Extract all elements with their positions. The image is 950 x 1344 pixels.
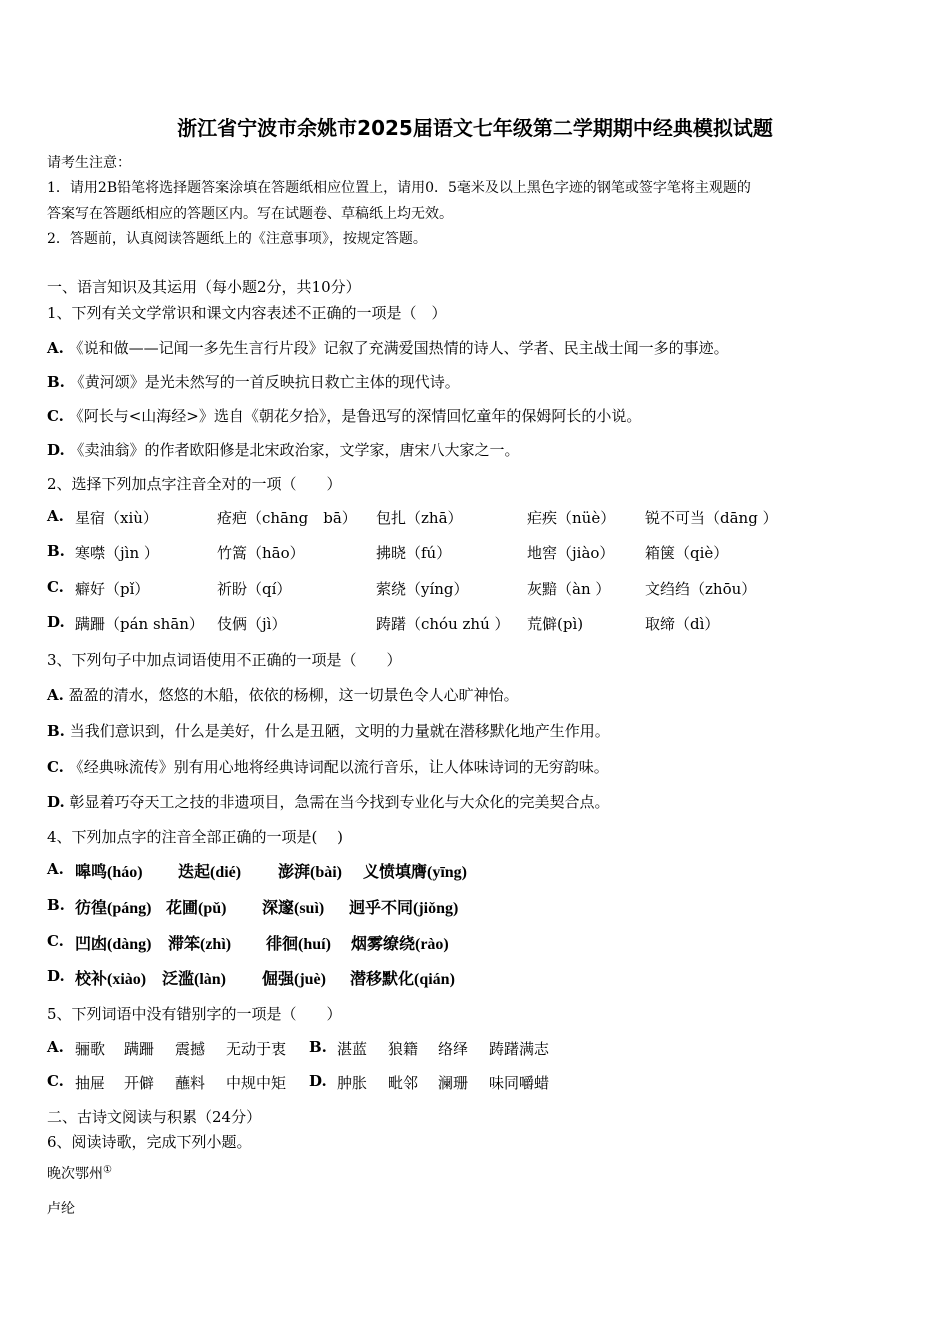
q4-c-item: 徘徊(huí) <box>266 936 331 953</box>
q2-a-item: 疟疾（nüè） <box>527 509 616 527</box>
section-2-heading: 二、古诗文阅读与积累（24分） <box>47 1108 262 1126</box>
q4-c-item: 滞笨(zhì) <box>168 936 232 953</box>
q5-option-c-label: C. <box>47 1072 64 1090</box>
q3-option-d <box>47 791 610 812</box>
q2-a-item: 疮疤（chāng bā） <box>217 509 357 527</box>
q5-word: 络绎 <box>438 1040 469 1058</box>
option-text: 《黄河颂》是光未然写的一首反映抗日救亡主体的现代诗。 <box>69 373 460 391</box>
notice-item-1-line-2: 答案写在答题纸相应的答题区内。写在试题卷、草稿纸上均无效。 <box>47 206 453 222</box>
q5-option-a-label: A. <box>47 1038 64 1056</box>
q5-word: 抽屉 <box>75 1074 106 1092</box>
q3-option-c <box>47 756 609 777</box>
q2-b-item: 地窖（jiào） <box>527 544 615 562</box>
q5-option-b-label: B. <box>309 1038 327 1056</box>
q4-b-item: 花圃(pǔ) <box>166 900 227 917</box>
option-text: 《说和做——记闻一多先生言行片段》记叙了充满爱国热情的诗人、学者、民主战士闻一多的事迹。 <box>68 339 729 357</box>
q4-d-item: 泛滥(làn) <box>162 971 227 988</box>
q5-word: 味同嚼蜡 <box>489 1074 550 1092</box>
q5-word: 湛蓝 <box>337 1040 368 1058</box>
q2-option-c-label: C. <box>47 578 64 596</box>
q1-option-a <box>47 337 729 358</box>
option-label: A. <box>47 686 64 704</box>
q2-d-item: 伎俩（jì） <box>217 615 287 633</box>
option-label: B. <box>47 722 65 740</box>
q4-option-d-label: D. <box>47 967 65 985</box>
q5-word: 澜珊 <box>438 1074 469 1092</box>
q4-c-item: 凹凼(dàng) <box>75 936 152 953</box>
q5-word: 狼籍 <box>388 1040 419 1058</box>
q5-stem: 5、下列词语中没有错别字的一项是（ ） <box>47 1005 342 1023</box>
q2-option-d-label: D. <box>47 613 65 631</box>
q2-d-item: 取缔（dì） <box>645 615 720 633</box>
q4-d-item: 倔强(juè) <box>262 971 326 988</box>
q4-a-item: 嗥鸣(háo) <box>75 864 143 881</box>
q4-a-item: 澎湃(bài) <box>278 864 343 881</box>
q5-word: 毗邻 <box>388 1074 419 1092</box>
q3-option-b <box>47 720 610 741</box>
q4-option-c-label: C. <box>47 932 64 950</box>
poem-title-text: 晚次鄂州 <box>47 1166 103 1182</box>
q4-a-item: 迭起(dié) <box>178 864 242 881</box>
q4-option-a-label: A. <box>47 860 64 878</box>
q2-b-item: 寒噤（jìn ） <box>75 544 159 562</box>
q2-option-a-label: A. <box>47 507 64 525</box>
q4-d-item: 潜移默化(qián) <box>350 971 455 988</box>
option-text: 《卖油翁》的作者欧阳修是北宋政治家，文学家，唐宋八大家之一。 <box>69 441 520 459</box>
option-label: A. <box>47 339 64 357</box>
q4-b-item: 深邃(suì) <box>262 900 325 917</box>
q2-b-item: 竹篙（hāo） <box>217 544 305 562</box>
option-text: 彰显着巧夺天工之技的非遗项目，急需在当今找到专业化与大众化的完美契合点。 <box>69 793 610 811</box>
q5-word: 震撼 <box>175 1040 206 1058</box>
q2-a-item: 锐不可当（dāng ） <box>645 509 778 527</box>
q3-option-a <box>47 684 519 705</box>
q2-c-item: 癖好（pǐ） <box>75 580 150 598</box>
notice-item-1-line-1: 1．请用2B铅笔将选择题答案涂填在答题纸相应位置上，请用0．5毫米及以上黑色字迹的钢笔或签字笔将主观题的 <box>47 180 751 196</box>
q2-c-item: 文绉绉（zhōu） <box>645 580 757 598</box>
option-label: D. <box>47 793 65 811</box>
q2-b-item: 箱箧（qiè） <box>645 544 729 562</box>
q4-b-item: 迥乎不同(jiǒng) <box>349 900 459 917</box>
q5-word: 中规中矩 <box>226 1074 287 1092</box>
notice-item-2: 2．答题前，认真阅读答题纸上的《注意事项》，按规定答题。 <box>47 231 427 247</box>
q4-option-b-label: B. <box>47 896 65 914</box>
q5-word: 骊歌 <box>75 1040 106 1058</box>
q2-b-item: 拂晓（fú） <box>376 544 452 562</box>
q2-a-item: 星宿（xiù） <box>75 509 158 527</box>
q2-d-item: 踌躇（chóu zhú ） <box>376 615 510 633</box>
q5-word: 蘸料 <box>175 1074 206 1092</box>
option-text: 盈盈的清水，悠悠的木船，依依的杨柳，这一切景色令人心旷神怡。 <box>68 686 519 704</box>
q4-d-item: 校补(xiào) <box>75 971 147 988</box>
q2-c-item: 灰黯（àn ） <box>527 580 611 598</box>
q1-option-d <box>47 439 520 460</box>
option-label: C. <box>47 758 64 776</box>
q5-option-d-label: D. <box>309 1072 327 1090</box>
q1-option-b <box>47 371 460 392</box>
q5-word: 蹒跚 <box>124 1040 155 1058</box>
poem-author: 卢纶 <box>47 1201 75 1217</box>
q2-c-item: 萦绕（yíng） <box>376 580 469 598</box>
q3-stem: 3、下列句子中加点词语使用不正确的一项是（ ） <box>47 651 402 669</box>
q1-option-c <box>47 405 641 426</box>
q4-b-item: 彷徨(páng) <box>75 900 152 917</box>
option-label: B. <box>47 373 65 391</box>
q2-stem: 2、选择下列加点字注音全对的一项（ ） <box>47 475 342 493</box>
option-text: 《经典咏流传》别有用心地将经典诗词配以流行音乐，让人体味诗词的无穷韵味。 <box>68 758 609 776</box>
q2-c-item: 祈盼（qí） <box>217 580 292 598</box>
q4-stem: 4、下列加点字的注音全部正确的一项是( ) <box>47 828 344 846</box>
q4-c-item: 烟雾缭绕(rào) <box>351 936 449 953</box>
option-text: 《阿长与<山海经>》选自《朝花夕拾》，是鲁迅写的深情回忆童年的保姆阿长的小说。 <box>68 407 642 425</box>
q1-stem: 1、下列有关文学常识和课文内容表述不正确的一项是（ ） <box>47 304 447 322</box>
q5-word: 踌躇满志 <box>489 1040 550 1058</box>
q2-d-item: 荒僻(pì) <box>527 615 584 633</box>
notice-heading: 请考生注意： <box>47 155 131 171</box>
poem-title <box>47 1163 112 1183</box>
option-label: D. <box>47 441 65 459</box>
q6-stem: 6、阅读诗歌，完成下列小题。 <box>47 1133 252 1151</box>
page-title: 浙江省宁波市余姚市2025届语文七年级第二学期期中经典模拟试题 <box>177 116 773 140</box>
q2-option-b-label: B. <box>47 542 65 560</box>
q5-word: 肿胀 <box>337 1074 368 1092</box>
q4-a-item: 义愤填膺(yīng) <box>363 864 468 881</box>
option-label: C. <box>47 407 64 425</box>
poem-footnote-marker: ① <box>103 1164 112 1176</box>
section-1-heading: 一、语言知识及其运用（每小题2分，共10分） <box>47 278 361 296</box>
q2-d-item: 蹒跚（pán shān） <box>75 615 204 633</box>
q2-a-item: 包扎（zhā） <box>376 509 463 527</box>
q5-word: 开僻 <box>124 1074 155 1092</box>
q5-word: 无动于衷 <box>226 1040 287 1058</box>
option-text: 当我们意识到，什么是美好，什么是丑陋，文明的力量就在潜移默化地产生作用。 <box>69 722 610 740</box>
